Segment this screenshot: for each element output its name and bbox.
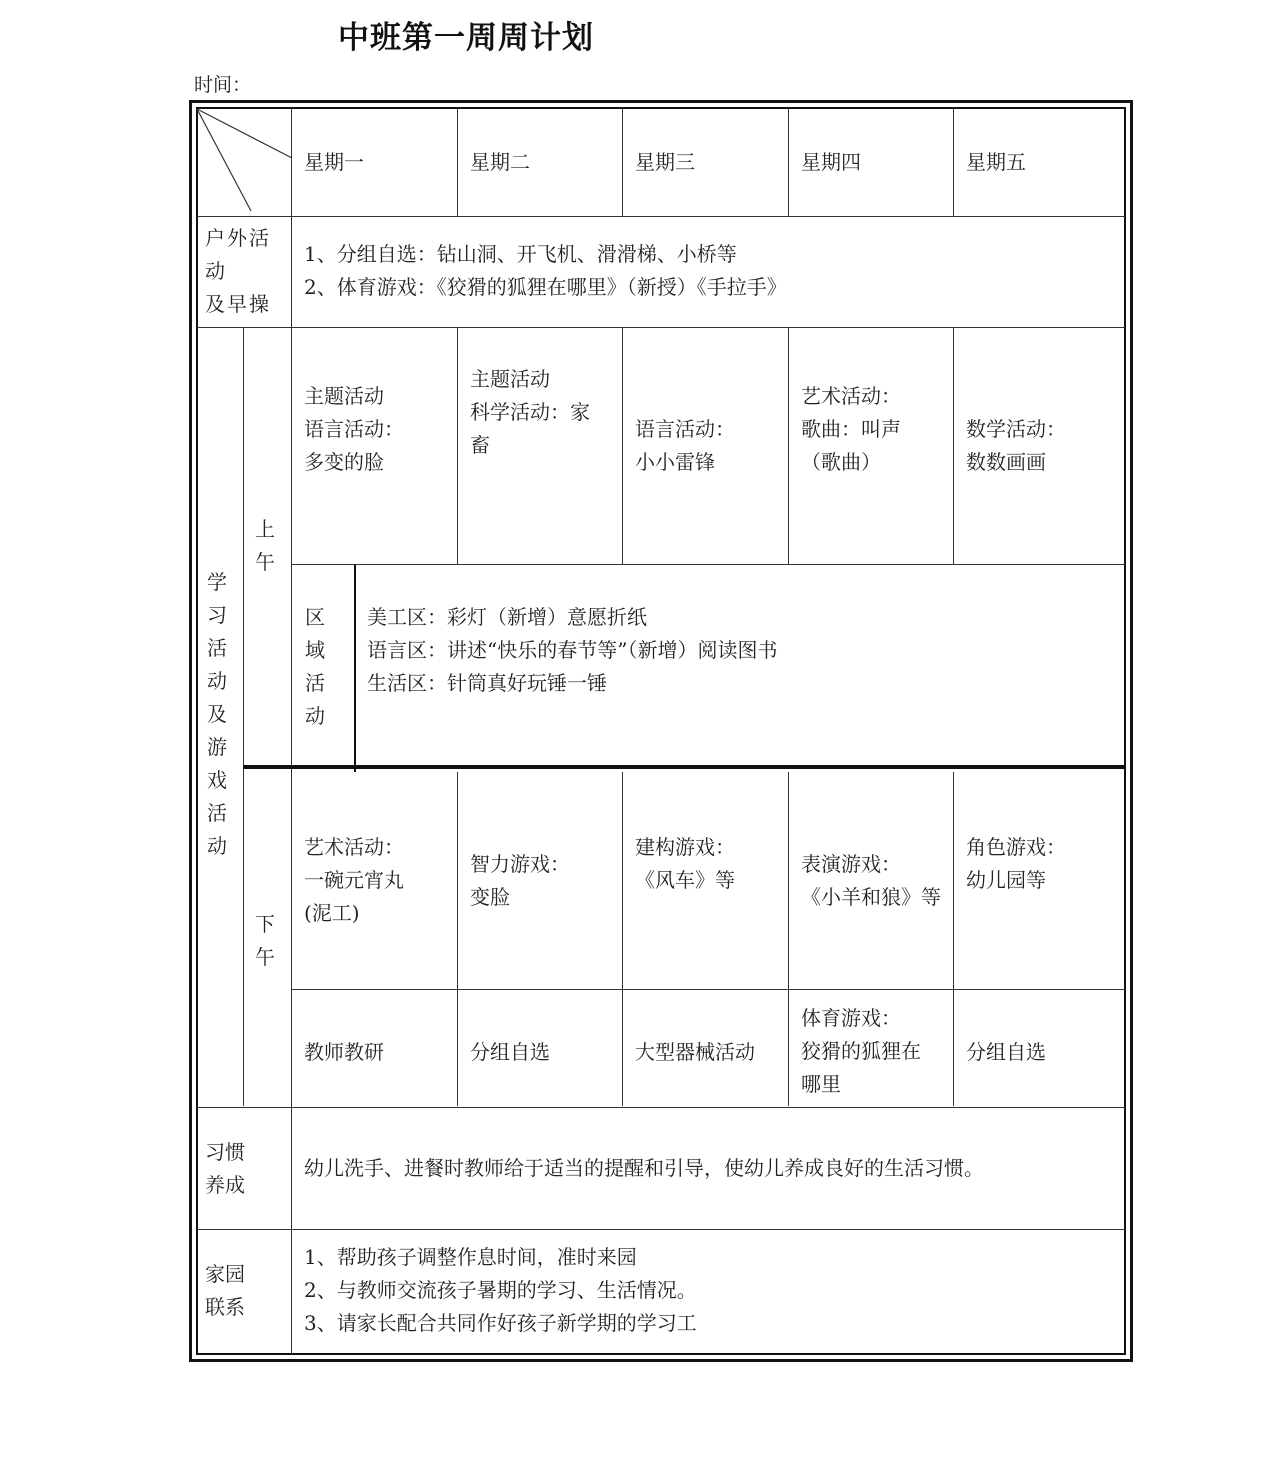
area-label: 区 域 活 动 [305, 605, 325, 728]
grid-vline-am-2 [622, 328, 623, 564]
habit-label: 习惯 养成 [205, 1140, 245, 1197]
day-header-1: 星期一 [304, 150, 364, 174]
area-line-3: 生活区：针筒真好玩锤一锤 [367, 671, 607, 695]
morning-label: 上 午 [255, 517, 275, 574]
grid-vline-area [354, 564, 356, 772]
grid-vline-2 [622, 108, 623, 216]
outdoor-line-2: 2、体育游戏：《狡猾的狐狸在哪里》（新授）《手拉手》 [304, 275, 787, 299]
grid-vline-3 [788, 108, 789, 216]
day-header-4: 星期四 [801, 150, 861, 174]
area-line-2: 语言区：讲述“快乐的春节等”（新增）阅读图书 [367, 638, 778, 662]
outdoor-label: 户外活 动 及早操 [205, 226, 271, 316]
outdoor-content [304, 238, 787, 304]
grid-hline-pm [291, 989, 1125, 990]
outdoor-line-1: 1、分组自选：钻山洞、开飞机、滑滑梯、小桥等 [304, 242, 737, 266]
afternoon-cell-2: 智力游戏： 变脸 [470, 852, 570, 909]
grid-vline-1 [457, 108, 458, 216]
afternoon-cell-3: 建构游戏： 《风车》等 [635, 835, 735, 892]
grid-vline-am-4 [953, 328, 954, 564]
grid-vline-am-1 [457, 328, 458, 564]
home-content [304, 1241, 697, 1340]
morning-cell-4: 艺术活动： 歌曲：叫声 （歌曲） [801, 384, 901, 474]
afternoon2-cell-5: 分组自选 [966, 1040, 1046, 1064]
morning-cell-5: 数学活动： 数数画画 [966, 417, 1066, 474]
page-title: 中班第一周周计划 [338, 20, 594, 56]
afternoon2-cell-2: 分组自选 [470, 1040, 550, 1064]
grid-vline-pm-3 [788, 772, 789, 1106]
grid-hline-header [197, 216, 1125, 217]
day-header-3: 星期三 [635, 150, 695, 174]
morning-cell-1: 主题活动 语言活动： 多变的脸 [304, 384, 404, 474]
grid-hline-am [291, 564, 1125, 565]
day-header-2: 星期二 [470, 150, 530, 174]
grid-vline-am-3 [788, 328, 789, 564]
grid-hline-learning [197, 1107, 1125, 1108]
grid-vline-pm-2 [622, 772, 623, 1106]
day-header-5: 星期五 [966, 150, 1026, 174]
morning-cell-2: 主题活动 科学活动：家 畜 [470, 367, 590, 457]
grid-vline-4 [953, 108, 954, 216]
grid-vline-pm-1 [457, 772, 458, 1106]
home-line-3: 3、请家长配合共同作好孩子新学期的学习工 [304, 1311, 697, 1335]
afternoon2-cell-3: 大型器械活动 [635, 1040, 755, 1064]
grid-hline-habit [197, 1229, 1125, 1230]
home-label: 家园 联系 [205, 1262, 245, 1319]
habit-content: 幼儿洗手、进餐时教师给于适当的提醒和引导，使幼儿养成良好的生活习惯。 [304, 1156, 984, 1180]
afternoon2-cell-4: 体育游戏： 狡猾的狐狸在 哪里 [801, 1006, 921, 1096]
afternoon-cell-5: 角色游戏： 幼儿园等 [966, 835, 1066, 892]
morning-cell-3: 语言活动： 小小雷锋 [635, 417, 735, 474]
time-label: 时间： [194, 74, 252, 96]
afternoon-cell-1: 艺术活动： 一碗元宵丸 (泥工) [304, 835, 404, 925]
grid-vline-period [243, 328, 244, 1106]
home-line-1: 1、帮助孩子调整作息时间，准时来园 [304, 1245, 637, 1269]
afternoon2-cell-1: 教师教研 [304, 1040, 384, 1064]
learning-label: 学 习 活 动 及 游 戏 活 动 [207, 570, 227, 858]
afternoon-label: 下 午 [255, 912, 275, 969]
afternoon-cell-4: 表演游戏： 《小羊和狼》等 [801, 852, 941, 909]
area-line-1: 美工区：彩灯（新增）意愿折纸 [367, 605, 647, 629]
grid-vline-pm-4 [953, 772, 954, 1106]
area-content [367, 601, 777, 700]
home-line-2: 2、与教师交流孩子暑期的学习、生活情况。 [304, 1278, 697, 1302]
grid-vline-labels [291, 108, 292, 1353]
grid-hline-midday [243, 765, 1125, 769]
grid-hline-outdoor [197, 327, 1125, 328]
